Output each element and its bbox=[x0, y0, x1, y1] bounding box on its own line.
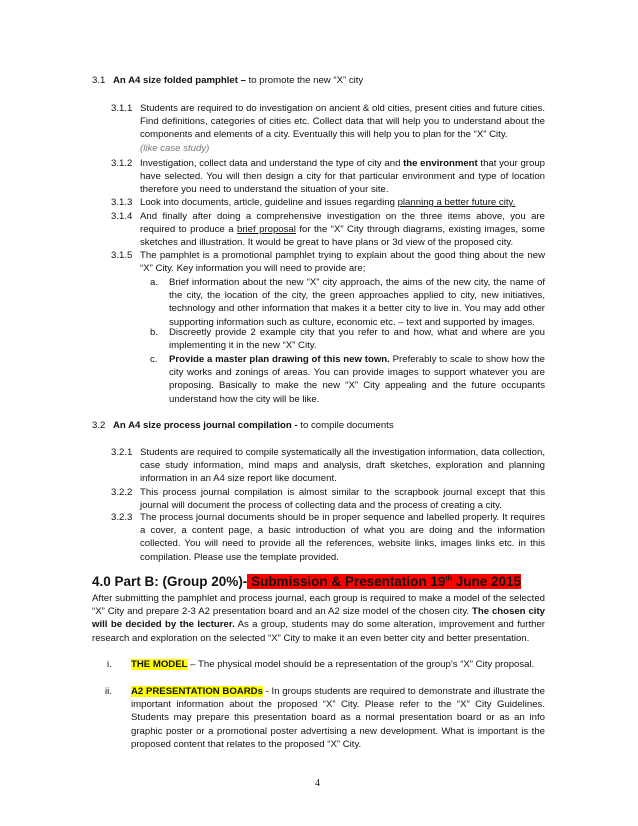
section-heading-4-0 bbox=[92, 573, 521, 590]
section-subtitle: to compile documents bbox=[297, 420, 394, 431]
item-text-3-1-4 bbox=[140, 210, 545, 250]
section-number-3-1: 3.1 bbox=[92, 75, 106, 86]
item-text-3-1-2 bbox=[140, 157, 545, 197]
list-item-b: Discreetly provide 2 example city that you refer to and how, what and where are you implementing it in the new “X” City. bbox=[169, 327, 545, 352]
item-emphasis: the environment bbox=[403, 158, 478, 169]
list-label: i. bbox=[107, 659, 112, 670]
list-label: b. bbox=[150, 327, 159, 338]
item-body: Preferably to scale to show how the city works and zonings of areas. You can provide images to support whatever you are proposing. Basically to make the new “X” City appealing and the future occupants understand how the city will be like. bbox=[169, 354, 545, 405]
item-text-3-2-1: Students are required to compile systematically all the investigation information, data collection, case study information, mind maps and analysis, draft sketches, exploration and planning information in an A4 size report like document. bbox=[140, 447, 545, 485]
item-number: 3.1.5 bbox=[111, 250, 133, 261]
list-item-model bbox=[131, 658, 545, 671]
item-text-3-2-2: This process journal compilation is almost similar to the scrapbook journal except that this journal will document the process of collecting data and the process of creating a city. bbox=[140, 487, 545, 512]
list-label: a. bbox=[150, 277, 159, 288]
highlight-label: THE MODEL bbox=[131, 659, 188, 670]
item-text-3-1-3 bbox=[140, 196, 545, 209]
item-number: 3.2.3 bbox=[111, 512, 133, 523]
item-number: 3.2.1 bbox=[111, 447, 133, 458]
list-label: ii. bbox=[105, 686, 112, 697]
item-body: Students are required to do investigation on ancient & old cities, present cities and future cities. Find definitions, categories of cities etc. Collect data that will help you to understand about the components and elements of a city. Eventually this will help you to plan for the “X” City. bbox=[140, 103, 545, 141]
item-number: 3.1.3 bbox=[111, 197, 133, 208]
item-text-3-1-1 bbox=[140, 102, 545, 155]
item-number: 3.1.2 bbox=[111, 158, 133, 169]
item-note: (like case study) bbox=[140, 142, 210, 154]
section-subtitle: to promote the new “X” city bbox=[245, 75, 364, 86]
section-number: 4.0 bbox=[92, 574, 111, 589]
section-title: Part B: (Group 20%)- bbox=[114, 574, 248, 589]
item-body: And finally after doing a comprehensive investigation on the three items above, you are required to produce a bbox=[140, 211, 545, 236]
section-number-3-2: 3.2 bbox=[92, 420, 106, 431]
item-number: 3.2.2 bbox=[111, 487, 133, 498]
section-title: An A4 size folded pamphlet – bbox=[113, 75, 246, 86]
item-underlined: planning a better future city. bbox=[397, 197, 516, 208]
part-b-intro bbox=[92, 592, 545, 645]
list-item-a: Brief information about the new “X” city approach, the aims of the new city, the name of the city, the location of the city, the green approaches applied to city, new initiatives, technology and other information that makes it a better city to live in. You may add other supporting information such as culture, economic etc. – text and supported by images. bbox=[169, 277, 545, 328]
deadline-highlight: Submission & Presentation 19th June 2015 bbox=[247, 574, 522, 589]
section-title: An A4 size process journal compilation - bbox=[113, 420, 298, 431]
item-emphasis: Provide a master plan drawing of this new town. bbox=[169, 354, 390, 365]
item-text-3-1-5: The pamphlet is a promotional pamphlet trying to explain about the good thing about the new “X” City. Key information you will need to provide are; bbox=[140, 250, 545, 275]
intro-body: As a group, students may do some alteration, improvement and further research and exploration on the selected “X” City to make it an even better city and better presentation. bbox=[92, 619, 545, 644]
item-body: that your group have selected. You will then design a city for that particular environment and type of location therefore you need to understand the situation of your site. bbox=[140, 158, 545, 196]
list-item-c bbox=[169, 353, 545, 406]
highlight-label: A2 PRESENTATION BOARDs bbox=[131, 686, 263, 697]
item-body: Investigation, collect data and understand the type of city and bbox=[140, 158, 404, 169]
section-heading-3-2 bbox=[113, 419, 553, 432]
list-label: c. bbox=[150, 354, 158, 365]
section-heading-3-1 bbox=[113, 74, 553, 87]
page-number: 4 bbox=[315, 778, 320, 789]
item-number: 3.1.1 bbox=[111, 103, 133, 114]
item-underlined: brief proposal bbox=[236, 224, 296, 236]
intro-body: After submitting the pamphlet and process journal, each group is required to make a model of the selected “X” City and prepare 2-3 A2 presentation board and an A2 size model of the chosen city. bbox=[92, 593, 545, 618]
list-item-boards bbox=[131, 685, 545, 751]
intro-emphasis: The chosen city will be decided by the lecturer. bbox=[92, 606, 545, 631]
item-body: - In groups students are required to demonstrate and illustrate the important information about the proposed “X” City. Please refer to the “X” City Guidelines. Students may prepare this presentation board as a normal presentation board or as an info graphic poster or a promotional poster advertising a new development. What is important is the proposed content that relates to the proposed “X” City. bbox=[131, 686, 546, 750]
item-body: Look into documents, article, guideline and issues regarding bbox=[140, 197, 398, 208]
item-number: 3.1.4 bbox=[111, 211, 133, 222]
item-body: – The physical model should be a representation of the group’s “X” City proposal. bbox=[187, 659, 535, 670]
item-text-3-2-3: The process journal documents should be in proper sequence and labelled properly. It requires a cover, a content page, a basic introduction of what you are doing and the information collected. You will need to provide all the references, website links, images links etc. in this compilation. Please use the template provided. bbox=[140, 512, 545, 563]
item-body: for the “X” City through diagrams, existing images, some sketches and illustration. It would be great to have plans or 3d view of the proposed city. bbox=[140, 224, 545, 249]
